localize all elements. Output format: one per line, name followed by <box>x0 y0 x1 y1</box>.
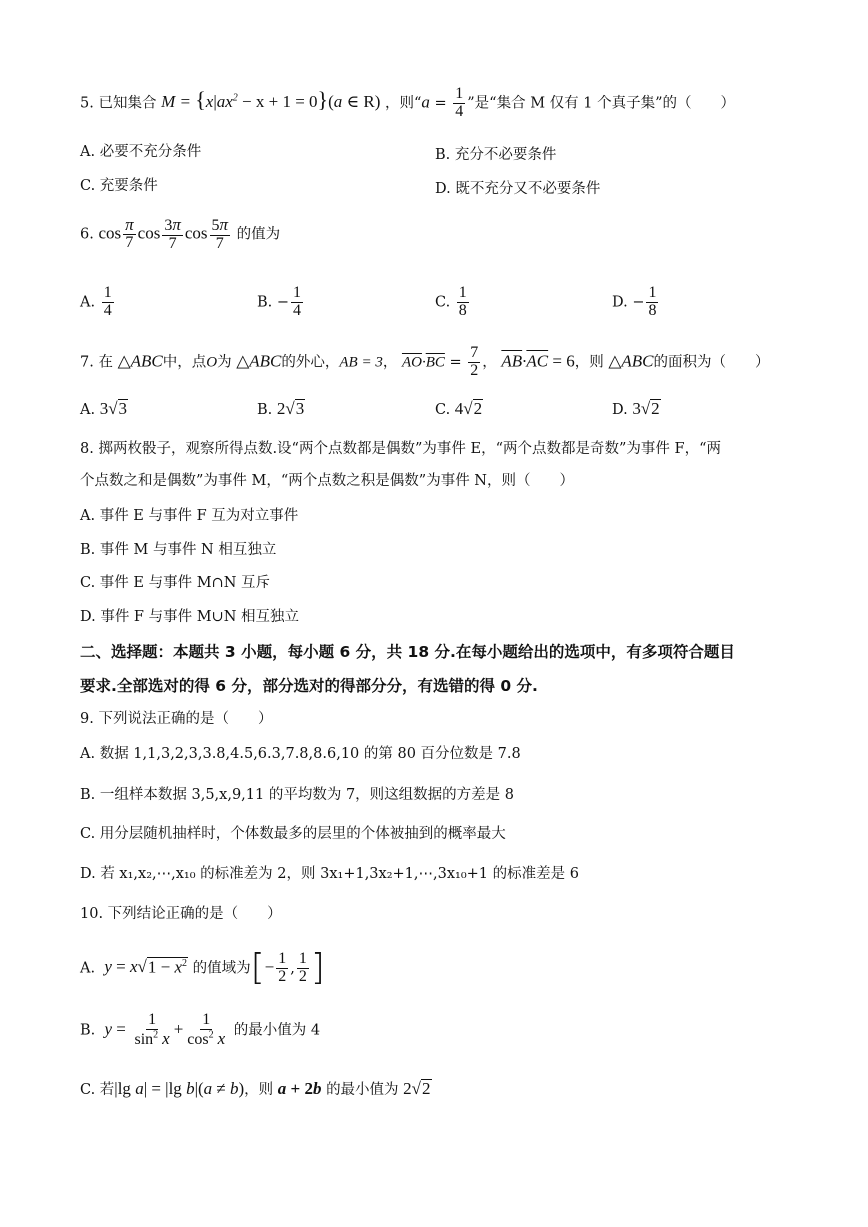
q5-option-b: B. 充分不必要条件 <box>435 147 557 163</box>
q5-option-a: A. 必要不充分条件 <box>80 144 202 160</box>
q9-option-d: D. 若 x₁,x₂,⋯,x₁₀ 的标准差为 2，则 3x₁+1,3x₂+1,⋯,3x₁₀+1 的标准差是 6 <box>80 866 579 882</box>
q6-option-a: A. $\frac{1}{4}$ <box>80 284 112 319</box>
q7-option-b: B. 2√3 <box>257 399 305 418</box>
q5-stem: 5. 已知集合 $M = \{x|ax^2 - x + 1 = 0\}(a$ ∈ R) ，则“a = $\frac{1}{4}$ ”是“集合 M 仅有 1 个真子集”的（ ） <box>80 85 736 120</box>
q7-stem: 7. 在 △ABC中，点O为 △ABC的外心，AB = 3， $\overline{AO}\cdot\overline{BC}$ = $\frac{7}{2}$ ， $\overline{AB}\cdot\overline{AC} = 6$，则 △ABC的面积为（ ） <box>80 344 770 379</box>
q10-option-a: A. $y = x√1 - x^2$ 的值域为[− $\frac{1}{2}$ , $\frac{1}{2}$ ] <box>80 947 325 988</box>
q7-option-d: D. 3√2 <box>612 399 660 418</box>
q5-option-d: D. 既不充分又不必要条件 <box>435 181 601 197</box>
q5-frac: $\frac{1}{4}$ <box>455 85 464 120</box>
q9-stem: 9. 下列说法正确的是（ ） <box>80 711 273 727</box>
q8-stem-line1: 8. 掷两枚骰子，观察所得点数.设“两个点数都是偶数”为事件 E，“两个点数都是奇数”为事件 F，“两 <box>80 441 721 457</box>
q7-options <box>80 398 780 422</box>
q8-option-a: A. 事件 E 与事件 F 互为对立事件 <box>80 508 299 524</box>
q7-option-a: A. 3√3 <box>80 399 128 418</box>
q9-option-c: C. 用分层随机抽样时，个体数最多的层里的个体被抽到的概率最大 <box>80 826 506 842</box>
q6-option-b: B. − $\frac{1}{4}$ <box>257 284 302 319</box>
q6-option-c: C. $\frac{1}{8}$ <box>435 284 467 319</box>
q8-option-b: B. 事件 M 与事件 N 相互独立 <box>80 542 277 558</box>
q7-option-c: C. 4√2 <box>435 399 483 418</box>
q8-stem-line2: 个点数之和是偶数”为事件 M，“两个点数之积是偶数”为事件 N，则（ ） <box>80 473 574 489</box>
q10-stem: 10. 下列结论正确的是（ ） <box>80 906 282 922</box>
q8-option-d: D. 事件 F 与事件 M∪N 相互独立 <box>80 609 300 625</box>
q6-stem: 6. cos $\frac{\pi}{7}$ cos $\frac{3\pi}{7}$ cos $\frac{5\pi}{7}$ 的值为 <box>80 215 281 252</box>
q9-option-a: A. 数据 1,1,3,2,3,3.8,4.5,6.3,7.8,8.6,10 的第 80 百分位数是 7.8 <box>80 746 521 762</box>
q9-option-b: B. 一组样本数据 3,5,x,9,11 的平均数为 7，则这组数据的方差是 8 <box>80 787 514 803</box>
q5-option-c: C. 充要条件 <box>80 178 158 194</box>
q10-option-b: B. y = $\frac{1}{\sin^2 x}$ + $\frac{1}{\cos^2 x}$ 的最小值为 4 <box>80 1011 321 1048</box>
section2-heading-line2: 要求.全部选对的得 6 分，部分选对的得部分分，有选错的得 0 分. <box>80 677 538 695</box>
q6-options <box>80 285 780 331</box>
section2-heading-line1: 二、选择题：本题共 3 小题，每小题 6 分，共 18 分.在每小题给出的选项中，有多项符合题目 <box>80 643 735 661</box>
q5-set-expr: $M = \{x|ax^2 - x + 1 = 0\}(a$ ∈ R) <box>161 87 381 113</box>
q8-option-c: C. 事件 E 与事件 M∩N 互斥 <box>80 575 271 591</box>
q6-option-d: D. − $\frac{1}{8}$ <box>612 284 657 319</box>
q10-option-c: C. 若|lg a| = |lg b|(a ≠ b)，则 a + 2b 的最小值为 2√2 <box>80 1079 431 1098</box>
